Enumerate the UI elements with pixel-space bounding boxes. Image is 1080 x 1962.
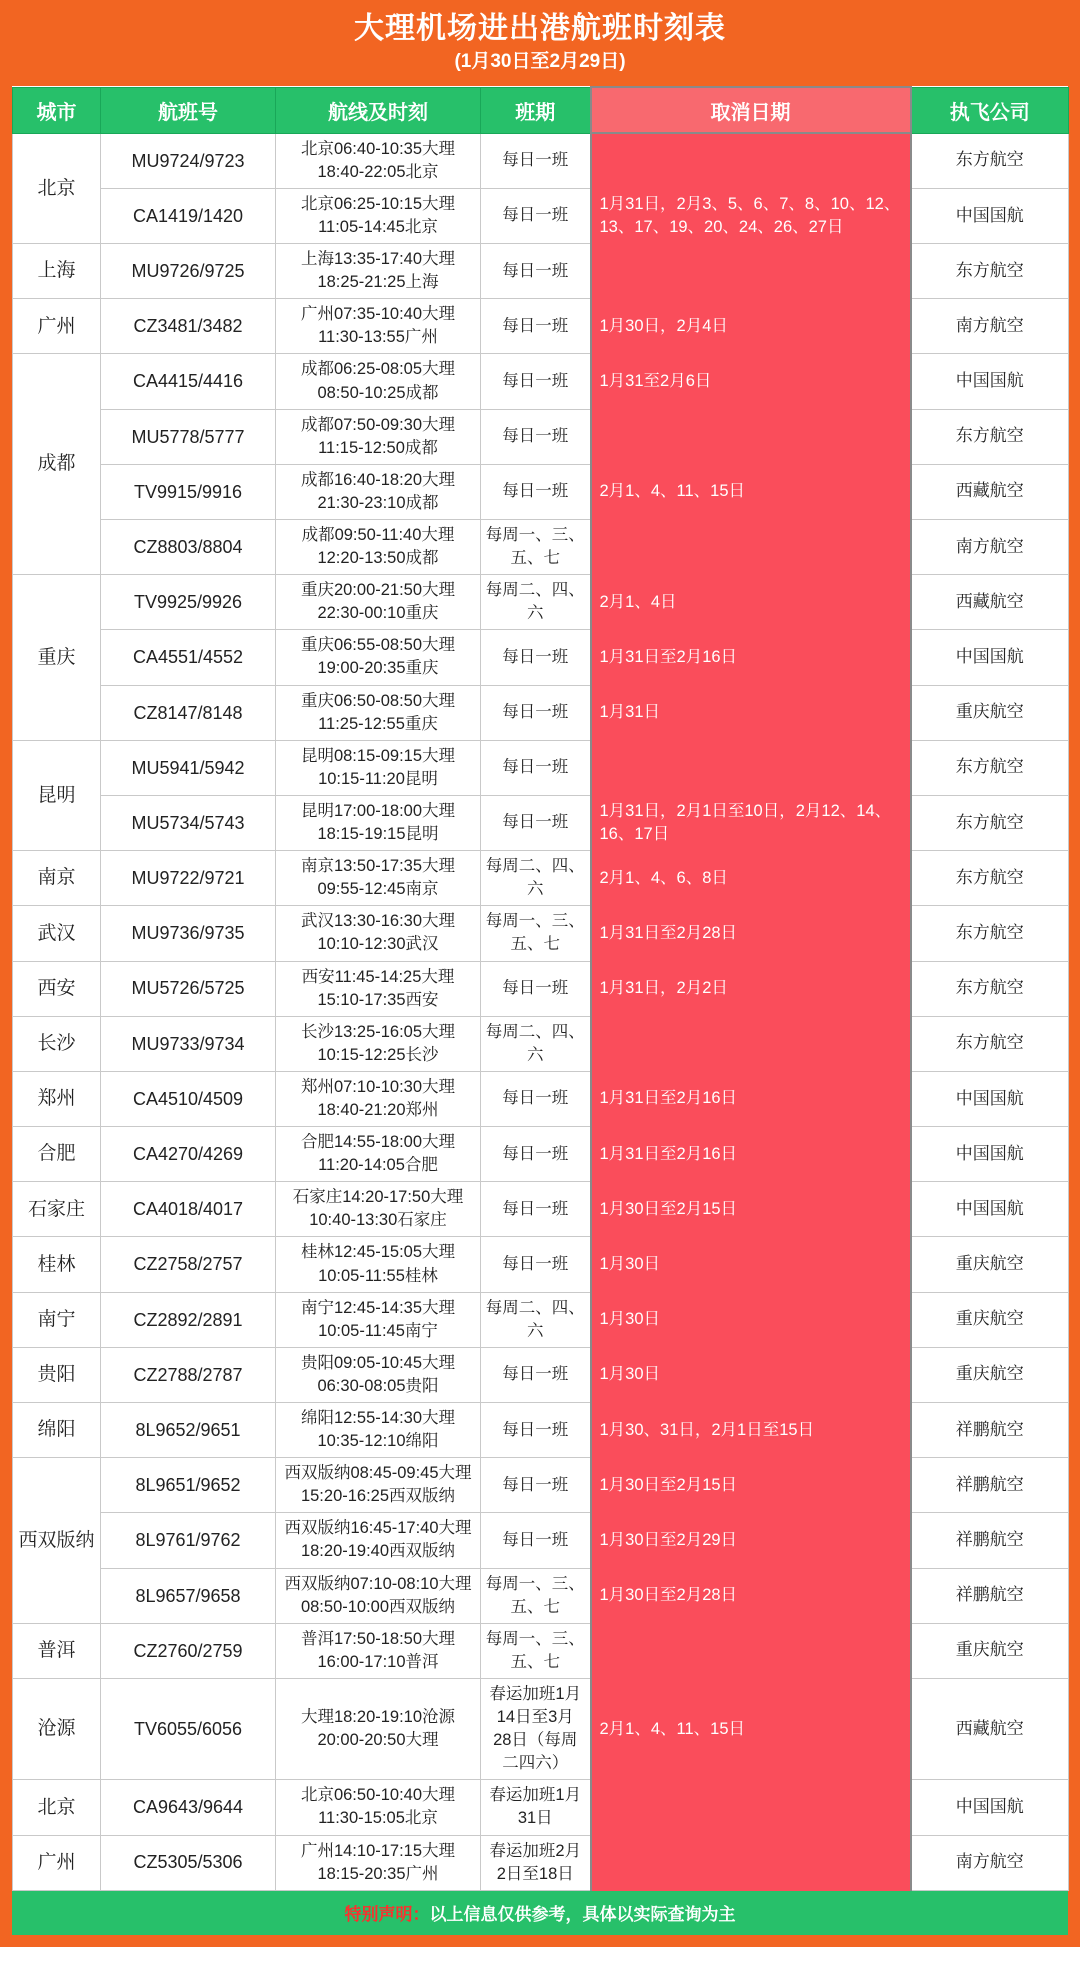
cell-flight-no: CZ2892/2891 bbox=[101, 1292, 276, 1347]
cell-route-time: 成都16:40-18:20大理 21:30-23:10成都 bbox=[276, 464, 481, 519]
cell-route-time: 重庆06:55-08:50大理 19:00-20:35重庆 bbox=[276, 630, 481, 685]
cell-city: 广州 bbox=[13, 1835, 101, 1890]
cell-city: 沧源 bbox=[13, 1678, 101, 1779]
cell-city: 长沙 bbox=[13, 1016, 101, 1071]
table-row bbox=[13, 409, 1069, 464]
cell-airline: 重庆航空 bbox=[911, 1292, 1069, 1347]
cell-frequency: 春运加班1月 31日 bbox=[481, 1780, 591, 1835]
cell-flight-no: 8L9761/9762 bbox=[101, 1513, 276, 1568]
cell-cancel-date: 1月31日，2月1日至10日，2月12、14、16、17日 bbox=[591, 795, 911, 850]
table-row bbox=[13, 1237, 1069, 1292]
cell-city: 武汉 bbox=[13, 906, 101, 961]
cell-cancel-date: 1月30日至2月29日 bbox=[591, 1513, 911, 1568]
cell-airline: 东方航空 bbox=[911, 244, 1069, 299]
page-title: 大理机场进出港航班时刻表 bbox=[354, 12, 726, 45]
cell-frequency: 每日一班 bbox=[481, 1071, 591, 1126]
cell-cancel-date bbox=[591, 1623, 911, 1678]
cell-city: 南京 bbox=[13, 851, 101, 906]
cell-flight-no: CA4415/4416 bbox=[101, 354, 276, 409]
cell-frequency: 每周二、四、 六 bbox=[481, 1292, 591, 1347]
table-row bbox=[13, 1071, 1069, 1126]
cell-airline: 祥鹏航空 bbox=[911, 1513, 1069, 1568]
column-header-flight-no: 航班号 bbox=[101, 87, 276, 133]
table-row bbox=[13, 1458, 1069, 1513]
table-row bbox=[13, 906, 1069, 961]
cell-frequency: 每日一班 bbox=[481, 1127, 591, 1182]
cell-flight-no: CZ8803/8804 bbox=[101, 520, 276, 575]
table-row bbox=[13, 244, 1069, 299]
cell-city: 合肥 bbox=[13, 1127, 101, 1182]
cell-airline: 西藏航空 bbox=[911, 464, 1069, 519]
cell-flight-no: 8L9657/9658 bbox=[101, 1568, 276, 1623]
cell-frequency: 每周一、三、 五、七 bbox=[481, 520, 591, 575]
cell-cancel-date: 1月30日至2月15日 bbox=[591, 1458, 911, 1513]
cell-cancel-date bbox=[591, 244, 911, 299]
cell-airline: 重庆航空 bbox=[911, 1347, 1069, 1402]
cell-frequency: 每日一班 bbox=[481, 1458, 591, 1513]
cell-flight-no: TV9915/9916 bbox=[101, 464, 276, 519]
cell-route-time: 大理18:20-19:10沧源 20:00-20:50大理 bbox=[276, 1678, 481, 1779]
table-row bbox=[13, 740, 1069, 795]
cell-airline: 中国国航 bbox=[911, 1780, 1069, 1835]
cell-flight-no: TV6055/6056 bbox=[101, 1678, 276, 1779]
table-row bbox=[13, 1568, 1069, 1623]
cell-route-time: 武汉13:30-16:30大理 10:10-12:30武汉 bbox=[276, 906, 481, 961]
table-row bbox=[13, 520, 1069, 575]
cell-cancel-date: 1月31日，2月3、5、6、7、8、10、12、13、17、19、20、24、26、27日 bbox=[591, 188, 911, 243]
cell-airline: 中国国航 bbox=[911, 630, 1069, 685]
cell-flight-no: TV9925/9926 bbox=[101, 575, 276, 630]
cell-cancel-date: 1月30日 bbox=[591, 1292, 911, 1347]
cell-cancel-date: 2月1、4、11、15日 bbox=[591, 1678, 911, 1779]
cell-route-time: 昆明17:00-18:00大理 18:15-19:15昆明 bbox=[276, 795, 481, 850]
cell-airline: 中国国航 bbox=[911, 354, 1069, 409]
table-row bbox=[13, 575, 1069, 630]
cell-cancel-date: 1月31日至2月28日 bbox=[591, 906, 911, 961]
cell-route-time: 长沙13:25-16:05大理 10:15-12:25长沙 bbox=[276, 1016, 481, 1071]
title-bar bbox=[12, 0, 1068, 86]
table-row bbox=[13, 1016, 1069, 1071]
cell-flight-no: MU5726/5725 bbox=[101, 961, 276, 1016]
cell-route-time: 昆明08:15-09:15大理 10:15-11:20昆明 bbox=[276, 740, 481, 795]
cell-airline: 南方航空 bbox=[911, 520, 1069, 575]
cell-route-time: 西双版纳16:45-17:40大理 18:20-19:40西双版纳 bbox=[276, 1513, 481, 1568]
cell-route-time: 西双版纳08:45-09:45大理 15:20-16:25西双版纳 bbox=[276, 1458, 481, 1513]
cell-route-time: 北京06:40-10:35大理 18:40-22:05北京 bbox=[276, 133, 481, 188]
table-row bbox=[13, 354, 1069, 409]
cell-cancel-date: 1月30日至2月28日 bbox=[591, 1568, 911, 1623]
cell-city: 昆明 bbox=[13, 740, 101, 850]
cell-flight-no: CZ2788/2787 bbox=[101, 1347, 276, 1402]
cell-airline: 东方航空 bbox=[911, 740, 1069, 795]
cell-city: 南宁 bbox=[13, 1292, 101, 1347]
cell-airline: 中国国航 bbox=[911, 1127, 1069, 1182]
cell-route-time: 合肥14:55-18:00大理 11:20-14:05合肥 bbox=[276, 1127, 481, 1182]
cell-flight-no: CA4270/4269 bbox=[101, 1127, 276, 1182]
table-row bbox=[13, 1403, 1069, 1458]
cell-route-time: 南京13:50-17:35大理 09:55-12:45南京 bbox=[276, 851, 481, 906]
table-row bbox=[13, 1835, 1069, 1890]
cell-airline: 南方航空 bbox=[911, 1835, 1069, 1890]
cell-cancel-date bbox=[591, 1016, 911, 1071]
cell-flight-no: CZ2758/2757 bbox=[101, 1237, 276, 1292]
cell-city: 郑州 bbox=[13, 1071, 101, 1126]
cell-frequency: 每日一班 bbox=[481, 188, 591, 243]
cell-cancel-date bbox=[591, 520, 911, 575]
cell-city: 桂林 bbox=[13, 1237, 101, 1292]
table-row bbox=[13, 133, 1069, 188]
footer-bar bbox=[12, 1891, 1068, 1935]
table-row bbox=[13, 1127, 1069, 1182]
cell-route-time: 绵阳12:55-14:30大理 10:35-12:10绵阳 bbox=[276, 1403, 481, 1458]
column-header-route-time: 航线及时刻 bbox=[276, 87, 481, 133]
table-row bbox=[13, 630, 1069, 685]
cell-frequency: 每日一班 bbox=[481, 409, 591, 464]
footer-declaration: 特别声明： bbox=[344, 1904, 430, 1924]
table-row bbox=[13, 1623, 1069, 1678]
cell-city: 成都 bbox=[13, 354, 101, 575]
cell-route-time: 桂林12:45-15:05大理 10:05-11:55桂林 bbox=[276, 1237, 481, 1292]
cell-frequency: 每日一班 bbox=[481, 1403, 591, 1458]
cell-flight-no: 8L9652/9651 bbox=[101, 1403, 276, 1458]
cell-frequency: 每周一、三、 五、七 bbox=[481, 906, 591, 961]
cell-route-time: 上海13:35-17:40大理 18:25-21:25上海 bbox=[276, 244, 481, 299]
cell-flight-no: CZ3481/3482 bbox=[101, 299, 276, 354]
cell-flight-no: MU5734/5743 bbox=[101, 795, 276, 850]
cell-airline: 重庆航空 bbox=[911, 1237, 1069, 1292]
cell-city: 重庆 bbox=[13, 575, 101, 741]
cell-city: 西双版纳 bbox=[13, 1458, 101, 1624]
cell-route-time: 重庆06:50-08:50大理 11:25-12:55重庆 bbox=[276, 685, 481, 740]
cell-airline: 西藏航空 bbox=[911, 1678, 1069, 1779]
cell-airline: 东方航空 bbox=[911, 409, 1069, 464]
cell-airline: 东方航空 bbox=[911, 795, 1069, 850]
table-row bbox=[13, 851, 1069, 906]
cell-frequency: 每日一班 bbox=[481, 464, 591, 519]
cell-city: 上海 bbox=[13, 244, 101, 299]
cell-cancel-date: 1月31日至2月16日 bbox=[591, 1071, 911, 1126]
cell-cancel-date: 1月30日，2月4日 bbox=[591, 299, 911, 354]
column-header-cancel-date: 取消日期 bbox=[591, 87, 911, 133]
table-row bbox=[13, 1780, 1069, 1835]
cell-city: 贵阳 bbox=[13, 1347, 101, 1402]
cell-flight-no: CZ8147/8148 bbox=[101, 685, 276, 740]
cell-airline: 东方航空 bbox=[911, 961, 1069, 1016]
cell-route-time: 广州07:35-10:40大理 11:30-13:55广州 bbox=[276, 299, 481, 354]
cell-city: 绵阳 bbox=[13, 1403, 101, 1458]
table-row bbox=[13, 464, 1069, 519]
cell-airline: 祥鹏航空 bbox=[911, 1568, 1069, 1623]
cell-city: 普洱 bbox=[13, 1623, 101, 1678]
cell-airline: 中国国航 bbox=[911, 1182, 1069, 1237]
cell-airline: 南方航空 bbox=[911, 299, 1069, 354]
cell-cancel-date bbox=[591, 409, 911, 464]
cell-cancel-date: 1月31日，2月2日 bbox=[591, 961, 911, 1016]
cell-frequency: 每日一班 bbox=[481, 244, 591, 299]
cell-route-time: 南宁12:45-14:35大理 10:05-11:45南宁 bbox=[276, 1292, 481, 1347]
cell-route-time: 成都06:25-08:05大理 08:50-10:25成都 bbox=[276, 354, 481, 409]
cell-cancel-date: 1月30日至2月15日 bbox=[591, 1182, 911, 1237]
cell-cancel-date: 1月30日 bbox=[591, 1237, 911, 1292]
cell-airline: 东方航空 bbox=[911, 906, 1069, 961]
cell-cancel-date: 2月1、4、6、8日 bbox=[591, 851, 911, 906]
cell-flight-no: MU9736/9735 bbox=[101, 906, 276, 961]
cell-city: 西安 bbox=[13, 961, 101, 1016]
cell-route-time: 石家庄14:20-17:50大理 10:40-13:30石家庄 bbox=[276, 1182, 481, 1237]
cell-city: 石家庄 bbox=[13, 1182, 101, 1237]
table-body bbox=[13, 133, 1069, 1890]
cell-airline: 西藏航空 bbox=[911, 575, 1069, 630]
column-header-city: 城市 bbox=[13, 87, 101, 133]
cell-frequency: 每周一、三、 五、七 bbox=[481, 1623, 591, 1678]
cell-route-time: 成都09:50-11:40大理 12:20-13:50成都 bbox=[276, 520, 481, 575]
cell-frequency: 每日一班 bbox=[481, 685, 591, 740]
cell-flight-no: CZ2760/2759 bbox=[101, 1623, 276, 1678]
cell-route-time: 广州14:10-17:15大理 18:15-20:35广州 bbox=[276, 1835, 481, 1890]
cell-airline: 祥鹏航空 bbox=[911, 1458, 1069, 1513]
flight-schedule-table bbox=[12, 86, 1069, 1891]
cell-frequency: 每日一班 bbox=[481, 740, 591, 795]
table-row bbox=[13, 188, 1069, 243]
cell-frequency: 每日一班 bbox=[481, 1513, 591, 1568]
cell-cancel-date: 1月31至2月6日 bbox=[591, 354, 911, 409]
cell-airline: 中国国航 bbox=[911, 188, 1069, 243]
cell-cancel-date: 1月30日 bbox=[591, 1347, 911, 1402]
cell-city: 广州 bbox=[13, 299, 101, 354]
cell-route-time: 北京06:50-10:40大理 11:30-15:05北京 bbox=[276, 1780, 481, 1835]
cell-flight-no: CZ5305/5306 bbox=[101, 1835, 276, 1890]
table-row bbox=[13, 1513, 1069, 1568]
cell-flight-no: CA4510/4509 bbox=[101, 1071, 276, 1126]
cell-city: 北京 bbox=[13, 133, 101, 243]
cell-airline: 重庆航空 bbox=[911, 685, 1069, 740]
table-header bbox=[13, 87, 1069, 133]
cell-frequency: 每周二、四、 六 bbox=[481, 1016, 591, 1071]
table-row bbox=[13, 1347, 1069, 1402]
cell-flight-no: CA4018/4017 bbox=[101, 1182, 276, 1237]
cell-frequency: 每周二、四、 六 bbox=[481, 575, 591, 630]
column-header-frequency: 班期 bbox=[481, 87, 591, 133]
cell-flight-no: MU9724/9723 bbox=[101, 133, 276, 188]
cell-frequency: 每日一班 bbox=[481, 1182, 591, 1237]
cell-frequency: 每日一班 bbox=[481, 795, 591, 850]
cell-airline: 东方航空 bbox=[911, 133, 1069, 188]
cell-cancel-date: 1月31日至2月16日 bbox=[591, 1127, 911, 1182]
cell-frequency: 每日一班 bbox=[481, 1237, 591, 1292]
cell-frequency: 每日一班 bbox=[481, 630, 591, 685]
cell-flight-no: MU9733/9734 bbox=[101, 1016, 276, 1071]
cell-frequency: 春运加班2月 2日至18日 bbox=[481, 1835, 591, 1890]
cell-airline: 祥鹏航空 bbox=[911, 1403, 1069, 1458]
footer-note-text: 以上信息仅供参考，具体以实际查询为主 bbox=[429, 1904, 736, 1924]
cell-frequency: 每日一班 bbox=[481, 133, 591, 188]
cell-flight-no: 8L9651/9652 bbox=[101, 1458, 276, 1513]
cell-route-time: 普洱17:50-18:50大理 16:00-17:10普洱 bbox=[276, 1623, 481, 1678]
cell-frequency: 每周一、三、 五、七 bbox=[481, 1568, 591, 1623]
cell-frequency: 春运加班1月 14日至3月 28日（每周 二四六） bbox=[481, 1678, 591, 1779]
table-row bbox=[13, 1182, 1069, 1237]
cell-cancel-date: 2月1、4、11、15日 bbox=[591, 464, 911, 519]
table-row bbox=[13, 1678, 1069, 1779]
footer-note bbox=[345, 1905, 736, 1924]
cell-city: 北京 bbox=[13, 1780, 101, 1835]
cell-flight-no: CA4551/4552 bbox=[101, 630, 276, 685]
table-row bbox=[13, 299, 1069, 354]
cell-frequency: 每日一班 bbox=[481, 961, 591, 1016]
cell-cancel-date bbox=[591, 133, 911, 188]
table-row bbox=[13, 961, 1069, 1016]
table-row bbox=[13, 685, 1069, 740]
cell-route-time: 成都07:50-09:30大理 11:15-12:50成都 bbox=[276, 409, 481, 464]
cell-cancel-date: 1月30、31日，2月1日至15日 bbox=[591, 1403, 911, 1458]
cell-flight-no: CA1419/1420 bbox=[101, 188, 276, 243]
table-row bbox=[13, 1292, 1069, 1347]
cell-airline: 中国国航 bbox=[911, 1071, 1069, 1126]
cell-flight-no: MU9726/9725 bbox=[101, 244, 276, 299]
bottom-strip bbox=[12, 1935, 1068, 1947]
cell-airline: 重庆航空 bbox=[911, 1623, 1069, 1678]
cell-route-time: 西安11:45-14:25大理 15:10-17:35西安 bbox=[276, 961, 481, 1016]
cell-frequency: 每日一班 bbox=[481, 1347, 591, 1402]
cell-cancel-date: 1月31日 bbox=[591, 685, 911, 740]
cell-flight-no: CA9643/9644 bbox=[101, 1780, 276, 1835]
cell-cancel-date bbox=[591, 740, 911, 795]
cell-route-time: 郑州07:10-10:30大理 18:40-21:20郑州 bbox=[276, 1071, 481, 1126]
cell-route-time: 重庆20:00-21:50大理 22:30-00:10重庆 bbox=[276, 575, 481, 630]
cell-flight-no: MU9722/9721 bbox=[101, 851, 276, 906]
cell-airline: 东方航空 bbox=[911, 851, 1069, 906]
page-subtitle: (1月30日至2月29日) bbox=[454, 50, 626, 72]
cell-cancel-date bbox=[591, 1780, 911, 1835]
cell-frequency: 每周二、四、 六 bbox=[481, 851, 591, 906]
cell-route-time: 西双版纳07:10-08:10大理 08:50-10:00西双版纳 bbox=[276, 1568, 481, 1623]
cell-route-time: 贵阳09:05-10:45大理 06:30-08:05贵阳 bbox=[276, 1347, 481, 1402]
cell-cancel-date bbox=[591, 1835, 911, 1890]
cell-frequency: 每日一班 bbox=[481, 354, 591, 409]
cell-frequency: 每日一班 bbox=[481, 299, 591, 354]
cell-cancel-date: 1月31日至2月16日 bbox=[591, 630, 911, 685]
cell-airline: 东方航空 bbox=[911, 1016, 1069, 1071]
cell-cancel-date: 2月1、4日 bbox=[591, 575, 911, 630]
header-row bbox=[13, 87, 1069, 133]
cell-route-time: 北京06:25-10:15大理 11:05-14:45北京 bbox=[276, 188, 481, 243]
cell-flight-no: MU5941/5942 bbox=[101, 740, 276, 795]
column-header-airline: 执飞公司 bbox=[911, 87, 1069, 133]
cell-flight-no: MU5778/5777 bbox=[101, 409, 276, 464]
table-row bbox=[13, 795, 1069, 850]
